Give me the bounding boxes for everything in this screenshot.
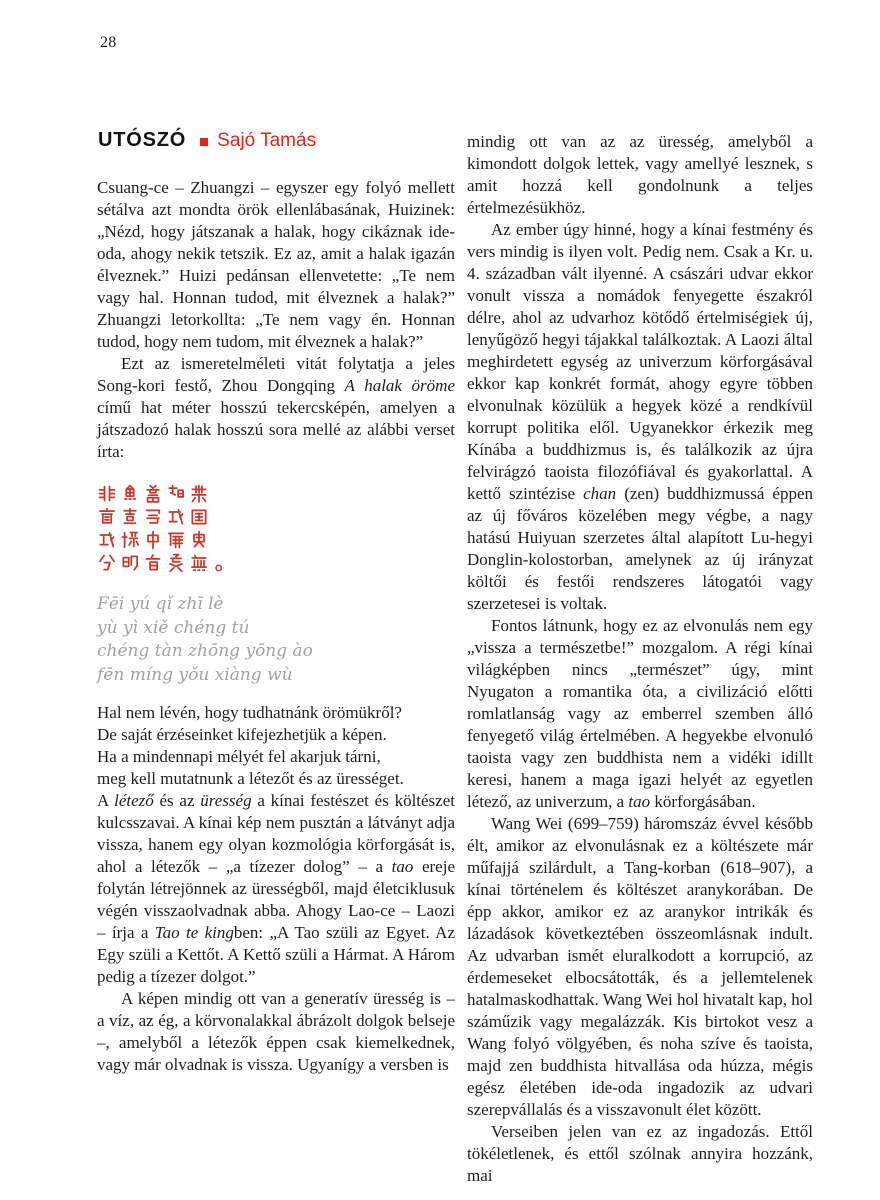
text-line: Ha a mindennapi mélyét fel akarjuk tárni, bbox=[97, 747, 381, 766]
paragraph-letezo-uresseg bbox=[97, 790, 455, 988]
paragraph-zhuangzi-anecdote bbox=[97, 177, 455, 353]
text-segment: mindig ott van az az üresség, amelyből a kimondott dolgok lettek, vagy amellyé lesznek, s amit hozzá kell gondolnunk a teljes értelmezésükhöz. bbox=[467, 132, 813, 217]
calligraphy-character bbox=[120, 552, 143, 573]
calligraphy-character bbox=[120, 529, 143, 550]
text-segment: ben: „A Tao szüli az Egyet. Az Egy szüli a Kettőt. A Kettő szüli a Hármat. A Három pedig a tízezer dolgot.” bbox=[97, 923, 455, 986]
italic-text-segment: A halak öröme bbox=[344, 376, 455, 395]
italic-text-segment: létező bbox=[114, 791, 154, 810]
calligraphy-character bbox=[143, 529, 166, 550]
text-line: fēn míng yǒu xiàng wù bbox=[97, 664, 293, 685]
text-segment: (zen) buddhizmussá éppen az új főváros közelében megy végbe, a nagy hatású Huiyuan szerzetes által alapított Lu-hegyi Donglin-kolostorban, amelynek az új irányzat költői és festői rendszeres látogatói vagy szerzetesei is voltak. bbox=[467, 484, 814, 613]
text-segment: Az ember úgy hinné, hogy a kínai festmény és vers mindig is ilyen volt. Pedig nem. Csak a Kr. u. 4. században vált ilyenné. A császári udvar ekkor vonult vissza a nomádok fenyegette északról délre, ahol az udvarhoz kötődő értelmiségiek új, lenyűgöző hegyi tájakkal találkoztak. A Laozi által meghirdetett egység az univerzum körforgásával ekkor kap konkrét formát, ahogy egyre többen elvonulnak közülük a hegyek közé a rendkívül korrupt politika elől. Ugyanekkor érkezik meg Kínába a buddhizmus is, és találkozik az újra felvirágzó taoista filozófiával és gyakorlattal. A kettő szintézise bbox=[467, 220, 813, 503]
author-name: Sajó Tamás bbox=[217, 129, 317, 151]
text-segment: A bbox=[97, 791, 115, 810]
italic-text-segment: chan bbox=[583, 484, 617, 503]
calligraphy-line bbox=[97, 551, 455, 574]
calligraphy-character bbox=[97, 552, 120, 573]
ideographic-full-stop bbox=[212, 552, 235, 573]
text-segment: Verseiben jelen van ez az ingadozás. Ettől tökéletlenek, és ettől szólnak annyira hozzánk, mai bbox=[467, 1122, 813, 1185]
text-segment: körforgásában. bbox=[650, 792, 756, 811]
text-segment: című hat méter hosszú tekercsképén, amelyen a játszadozó halak hosszú sora mellé az alábbi verset írta: bbox=[97, 398, 455, 461]
calligraphy-character bbox=[166, 506, 189, 527]
calligraphy-character bbox=[143, 506, 166, 527]
paragraph-generativ-uresseg bbox=[97, 988, 455, 1076]
text-segment: Fontos látnunk, hogy ez az elvonulás nem egy „vissza a természetbe!” mozgalom. A régi kínai világképben nincs „természet” úgy, mint Nyugaton a romantika óta, a civilizáció előtti romlatlanság vagy az emberrel szemben álló fenyegető világ értelmében. A hegyekbe elvonuló taoista vagy zen buddhista nem a vidéki idillt keresi, hanem a maga igazi helyét az egyetlen létező, az univerzum, a bbox=[467, 616, 813, 811]
calligraphy-character bbox=[189, 483, 212, 504]
text-line: Fēi yú qǐ zhī lè bbox=[97, 594, 224, 614]
calligraphy-line bbox=[97, 505, 455, 528]
calligraphy-character bbox=[120, 506, 143, 527]
text-segment: Wang Wei (699–759) háromszáz évvel később élt, amikor az elvonulásnak ez a költészete már műfajjá szilárdult, a Tang-korban (618–907), a kínai történelem és költészet aranykorában. De épp akkor, amikor ez az aranykor intrikák és lázadások következtében összeomlásnak indult. Az udvarban ismét eluralkodott a korrupció, az érdemeseket elbocsátották, és a jellemtelenek hatalmaskodhattak. Wang Wei hol hivatalt kap, hol száműzik vagy megalázzák. Kis birtokot vesz a Wang folyó völgyében, és noha szíve és taoista, majd zen buddhista hitvallása oda húzza, mégis egész életében ide-oda ingadozik az udvari szerepvállalás és a visszavonult élet között. bbox=[467, 814, 814, 1119]
text-segment: Csuang-ce – Zhuangzi – egyszer egy folyó mellett sétálva azt mondta örök ellenlábasának, Huizinek: „Nézd, hogy játszanak a halak, hogy cikáznak ide-oda, ahogy nekik tetszik. Ez az, amit a halak igazán élveznek.” Huizi pedánsan ellenvetette: „Te nem vagy hal. Honnan tudod, mit élveznek a halak?” Zhuangzi letorkollta: „Te nem vagy én. Honnan tudod, hogy nem tudom, mit élveznek a halak?” bbox=[97, 178, 455, 351]
calligraphy-line bbox=[97, 482, 455, 505]
section-title: UTÓSZÓ bbox=[98, 129, 187, 151]
page-number: 28 bbox=[100, 34, 117, 51]
text-line: De saját érzéseinket kifejezhetjük a képen. bbox=[97, 725, 387, 744]
paragraph-verseiben bbox=[467, 1121, 813, 1187]
paragraph-elvonulas bbox=[467, 615, 813, 813]
calligraphy-character bbox=[143, 552, 166, 573]
chinese-calligraphy-poem bbox=[97, 482, 455, 574]
italic-text-segment: tao bbox=[391, 857, 414, 876]
text-segment: ereje folytán létrejönnek az ürességből, majd életciklusuk végén visszaolvadnak abba. Ahogy Lao-ce – Laozi – írja a bbox=[97, 857, 455, 942]
paragraph-wang-wei bbox=[467, 813, 813, 1121]
italic-text-segment: tao bbox=[628, 792, 651, 811]
right-column bbox=[467, 131, 813, 1187]
calligraphy-character bbox=[97, 529, 120, 550]
verse-translation bbox=[97, 702, 455, 790]
red-square-icon bbox=[200, 138, 208, 146]
left-column bbox=[97, 177, 455, 1076]
calligraphy-character bbox=[189, 506, 212, 527]
calligraphy-line bbox=[97, 528, 455, 551]
paragraph-kinai-festmeny bbox=[467, 219, 813, 615]
italic-text-segment: Tao te king bbox=[154, 923, 234, 942]
pinyin-transcription bbox=[97, 593, 455, 687]
text-segment: és az bbox=[153, 791, 201, 810]
paragraph-song-painter bbox=[97, 353, 455, 463]
paragraph-uresseg-continuation bbox=[467, 131, 813, 219]
calligraphy-character bbox=[189, 529, 212, 550]
text-line: meg kell mutatnunk a létezőt és az ürességet. bbox=[97, 769, 404, 788]
calligraphy-character bbox=[97, 483, 120, 504]
calligraphy-character bbox=[143, 483, 166, 504]
calligraphy-character bbox=[97, 506, 120, 527]
calligraphy-character bbox=[120, 483, 143, 504]
calligraphy-character bbox=[166, 483, 189, 504]
calligraphy-character bbox=[189, 552, 212, 573]
text-segment: a kínai festészet és költészet kulcsszavai. A kínai kép nem pusztán a látványt adja vissza, hanem egy olyan kozmológia körforgását is, ahol a létezők – „a tízezer dolog” – a bbox=[97, 791, 455, 876]
calligraphy-character bbox=[166, 529, 189, 550]
text-line: chéng tàn zhōng yōng ào bbox=[97, 641, 313, 661]
section-header bbox=[98, 129, 316, 152]
italic-text-segment: üresség bbox=[200, 791, 252, 810]
text-segment: A képen mindig ott van a generatív üresség is – a víz, az ég, a körvonalakkal ábrázolt dolgok belseje –, amelyből a létezők éppen csak kiemelkednek, vagy már olvadnak is vissza. Ugyanígy a versben is bbox=[97, 989, 455, 1074]
text-segment: Ezt az ismeretelméleti vitát folytatja a jeles Song-kori festő, Zhou Dongqing bbox=[97, 354, 455, 395]
text-line: Hal nem lévén, hogy tudhatnánk örömükről? bbox=[97, 703, 402, 722]
text-line: yù yì xiě chéng tú bbox=[97, 617, 250, 638]
calligraphy-character bbox=[166, 552, 189, 573]
